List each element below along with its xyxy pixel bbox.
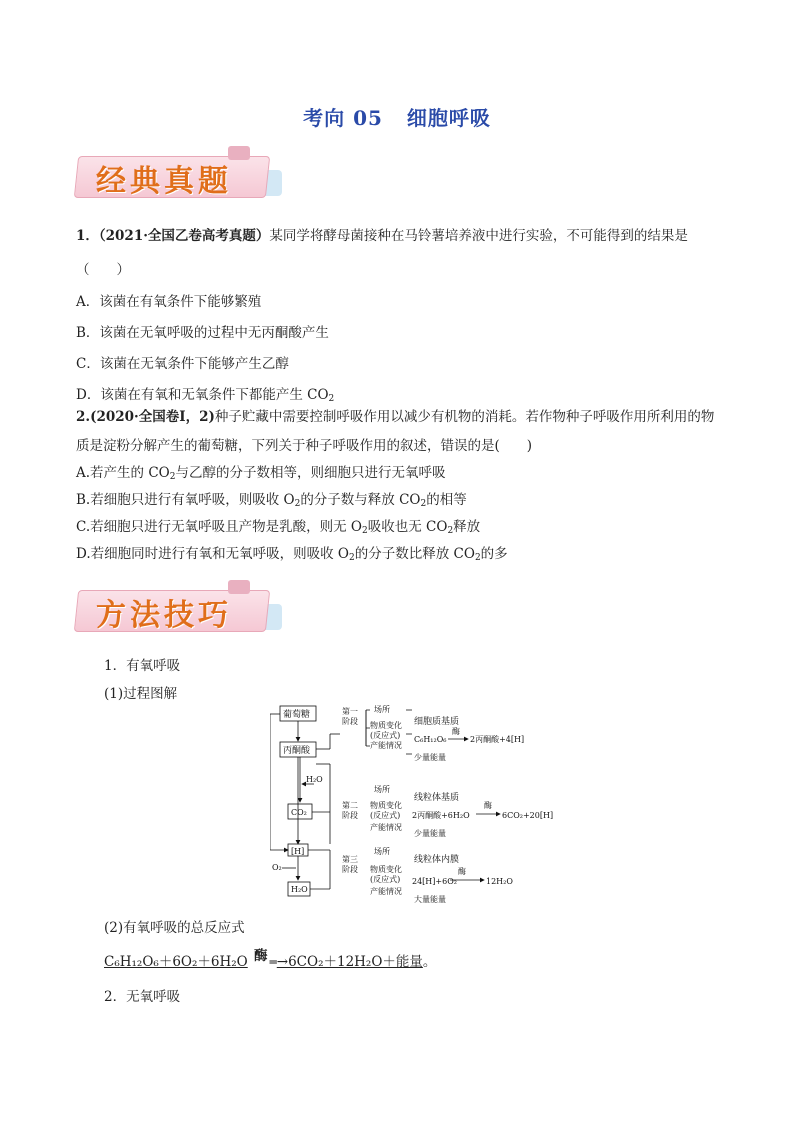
svg-text:少量能量: 少量能量: [414, 829, 446, 838]
svg-text:酶: 酶: [458, 867, 466, 876]
svg-text:[H]: [H]: [291, 847, 305, 856]
svg-text:O₂: O₂: [272, 863, 282, 872]
banner-method: [70, 584, 280, 636]
svg-text:2丙酮酸+4[H]: 2丙酮酸+4[H]: [470, 735, 525, 744]
q1-option-d: D．该菌在有氧和无氧条件下都能产生 $CO_2$: [76, 387, 335, 404]
svg-text:(反应式): (反应式): [370, 811, 401, 820]
banner-classic: [70, 150, 280, 202]
banner-label: 经典真题: [96, 164, 232, 199]
subsection-diagram: (1)过程图解: [104, 686, 178, 702]
banner-label: 方法技巧: [96, 598, 232, 633]
svg-text:场所: 场所: [374, 785, 390, 794]
svg-text:阶段: 阶段: [342, 811, 358, 820]
svg-text:2丙酮酸+6H₂O: 2丙酮酸+6H₂O: [412, 811, 470, 820]
svg-text:线粒体内膜: 线粒体内膜: [414, 855, 460, 865]
svg-text:物质变化: 物质变化: [370, 721, 402, 730]
svg-text:阶段: 阶段: [342, 717, 358, 726]
svg-text:(反应式): (反应式): [370, 875, 401, 884]
svg-text:(反应式): (反应式): [370, 731, 401, 740]
page-title: [0, 102, 794, 131]
co2-label: CO₂: [291, 808, 307, 817]
q2-source: 2.(2020·全国卷Ⅰ，2): [76, 409, 215, 425]
equation-right: →6CO₂＋12H₂O＋能量: [276, 954, 423, 970]
q1-stem: 某同学将酵母菌接种在马铃薯培养液中进行实验，不可能得到的结果是: [269, 228, 688, 244]
glucose-label: 葡萄糖: [283, 710, 311, 720]
title-part1: 考向 05: [303, 106, 383, 130]
section-aerobic: 1．有氧呼吸: [104, 658, 181, 674]
subsection-total-equation: (2)有氧呼吸的总反应式: [104, 920, 245, 936]
svg-text:产能情况: 产能情况: [370, 887, 402, 896]
svg-text:第二: 第二: [342, 801, 358, 810]
svg-text:细胞质基质: 细胞质基质: [414, 717, 460, 727]
stage3-detail: [370, 846, 513, 904]
svg-text:酶: 酶: [452, 727, 460, 736]
svg-text:H₂O: H₂O: [306, 775, 323, 784]
svg-text:场所: 场所: [374, 847, 390, 856]
q2-option-a: A.若产生的 $CO_2$与乙醇的分子数相等，则细胞只进行无氧呼吸: [76, 465, 446, 482]
question-1: [76, 226, 688, 246]
q1-source: 1．（2021·全国乙卷高考真题）: [76, 228, 270, 244]
q1-option-c: C．该菌在无氧条件下能够产生乙醇: [76, 356, 289, 372]
q2-stem1: 种子贮藏中需要控制呼吸作用以减少有机物的消耗。若作物种子呼吸作用所利用的物: [214, 409, 715, 425]
stage2-detail: [370, 784, 553, 838]
svg-text:第三: 第三: [342, 855, 358, 864]
svg-text:少量能量: 少量能量: [414, 753, 446, 762]
svg-text:物质变化: 物质变化: [370, 801, 402, 810]
svg-text:第一: 第一: [342, 707, 358, 716]
svg-text:C₆H₁₂O₆: C₆H₁₂O₆: [414, 735, 447, 744]
section-anaerobic: 2．无氧呼吸: [104, 989, 181, 1005]
question-2: [76, 407, 714, 427]
svg-text:H₂O: H₂O: [291, 885, 308, 894]
equation-left: C₆H₁₂O₆＋6O₂＋6H₂O: [104, 954, 248, 970]
svg-text:酶: 酶: [484, 801, 492, 810]
q2-option-d: D.若细胞同时进行有氧和无氧呼吸，则吸收 $O_2$的分子数比释放 $CO_2$的多: [76, 546, 508, 563]
svg-text:24[H]+6O₂: 24[H]+6O₂: [412, 877, 457, 886]
q2-option-b: B.若细胞只进行有氧呼吸，则吸收 $O_2$的分子数与释放 $CO_2$的相等: [76, 492, 467, 509]
q1-option-b: B．该菌在无氧呼吸的过程中无丙酮酸产生: [76, 325, 329, 341]
q1-option-a: A．该菌在有氧条件下能够繁殖: [76, 294, 262, 310]
q2-stem2: 质是淀粉分解产生的葡萄糖，下列关于种子呼吸作用的叙述，错误的是( ): [76, 438, 533, 454]
total-equation: C₆H₁₂O₆＋6O₂＋6H₂O 酶 ═→6CO₂＋12H₂O＋能量。: [104, 948, 437, 970]
svg-text:产能情况: 产能情况: [370, 823, 402, 832]
equation-enzyme: 酶: [254, 948, 268, 964]
stage1-detail: [366, 704, 524, 762]
q2-option-c: C.若细胞只进行无氧呼吸且产物是乳酸，则无 $O_2$吸收也无 $CO_2$释放: [76, 519, 481, 536]
svg-text:物质变化: 物质变化: [370, 865, 402, 874]
svg-text:阶段: 阶段: [342, 865, 358, 874]
q1-paren: （ ）: [76, 262, 130, 278]
aerobic-diagram: [270, 704, 570, 912]
title-part2: 细胞呼吸: [406, 106, 491, 130]
svg-text:12H₂O: 12H₂O: [486, 877, 513, 886]
pyruvate-label: 丙酮酸: [283, 746, 311, 756]
svg-text:线粒体基质: 线粒体基质: [414, 793, 460, 803]
svg-text:产能情况: 产能情况: [370, 741, 402, 750]
svg-text:大量能量: 大量能量: [414, 895, 446, 904]
svg-text:6CO₂+20[H]: 6CO₂+20[H]: [502, 811, 554, 820]
svg-text:场所: 场所: [374, 705, 390, 714]
